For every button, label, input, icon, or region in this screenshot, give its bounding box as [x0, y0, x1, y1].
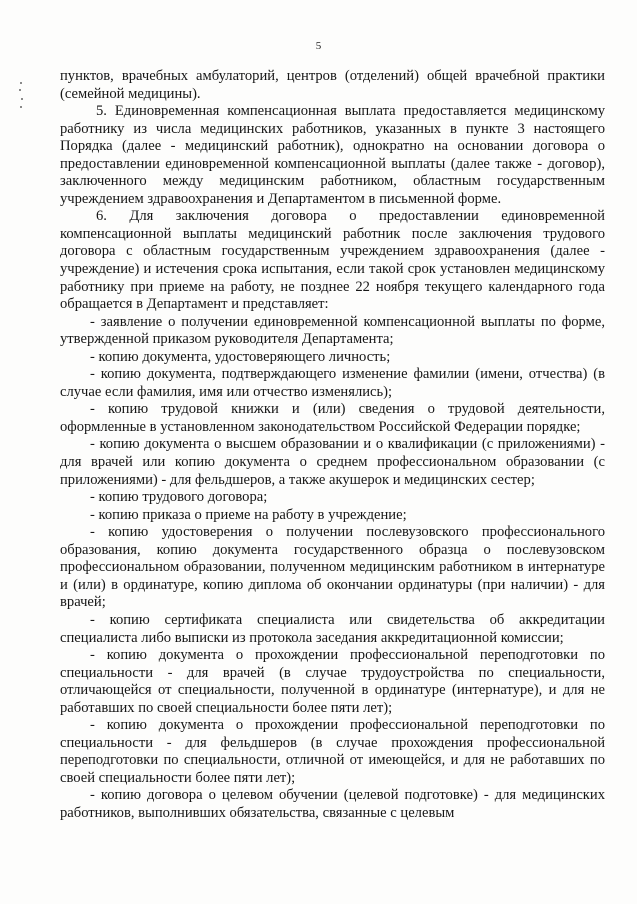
paragraph-continuation: пунктов, врачебных амбулаторий, центров (отделений) общей врачебной практики (семейной медицины). — [60, 68, 605, 102]
list-item: - копию сертификата специалиста или свидетельства об аккредитации специалиста либо выписки из протокола заседания аккредитационной комиссии; — [60, 611, 605, 646]
list-item: - копию трудового договора; — [90, 489, 268, 506]
list-item: - копию удостоверения о получении послевузовского профессионального образования, копию документа государственного образца о послевузовском профессиональном образовании, полученном медицинским работником в интернатуре и (или) в ординатуре, копию диплома об окончании ординатуры (при наличии) - для врачей; — [60, 524, 605, 611]
scan-artifact-marks — [18, 82, 24, 108]
list-item: - копию документа о прохождении профессиональной переподготовки по специальности - для врачей (в случае трудоустройства по специальности, отличающейся от специальности, полученной в ординатуре (интернатуре), и для не работавших по своей специальности более пяти лет); — [60, 647, 605, 716]
list-item: - копию приказа о приеме на работу в учреждение; — [90, 506, 407, 523]
paragraph-clause-6: 6. Для заключения договора о предоставлении единовременной компенсационной выплаты медицинский работник после заключения трудового договора с областным государственным учреждением здравоохранения (далее - учреждение) и истечения срока испытания, если такой срок установлен медицинскому работнику при приеме на работу, не позднее 22 ноября текущего календарного года обращается в Департамент и представляет: — [60, 208, 605, 313]
list-item: - копию документа, удостоверяющего личность; — [90, 348, 391, 365]
list-item: - копию документа о высшем образовании и о квалификации (с приложениями) - для врачей или копию документа о среднем профессиональном образовании (с приложениями) - для фельдшеров, а также акушерок и медицинских сестер; — [60, 436, 605, 488]
document-body — [60, 68, 605, 823]
list-item: - копию договора о целевом обучении (целевой подготовке) - для медицинских работников, выполнивших обязательства, связанные с целевым — [60, 787, 605, 821]
list-item: - копию документа, подтверждающего изменение фамилии (имени, отчества) (в случае если фамилия, имя или отчество изменялись); — [60, 366, 605, 400]
list-item: - копию трудовой книжки и (или) сведения о трудовой деятельности, оформленные в установленном законодательством Российской Федерации порядке; — [60, 401, 605, 435]
list-item: - заявление о получении единовременной компенсационной выплаты по форме, утвержденной приказом руководителя Департамента; — [60, 313, 605, 348]
paragraph-clause-5: 5. Единовременная компенсационная выплата предоставляется медицинскому работнику из числа медицинских работников, указанных в пункте 3 настоящего Порядка (далее - медицинский работник), однократно на основании договора о предоставлении единовременной компенсационной выплаты (далее также - договор), заключенного между медицинским работником, областным государственным учреждением здравоохранения и Департаментом в письменной форме. — [60, 103, 605, 207]
list-item: - копию документа о прохождении профессиональной переподготовки по специальности - для фельдшеров (в случае прохождения профессиональной переподготовки по специальности, отличной от имеющейся, и для не работавших по своей специальности более пяти лет); — [60, 717, 605, 786]
page-number: 5 — [315, 40, 322, 52]
